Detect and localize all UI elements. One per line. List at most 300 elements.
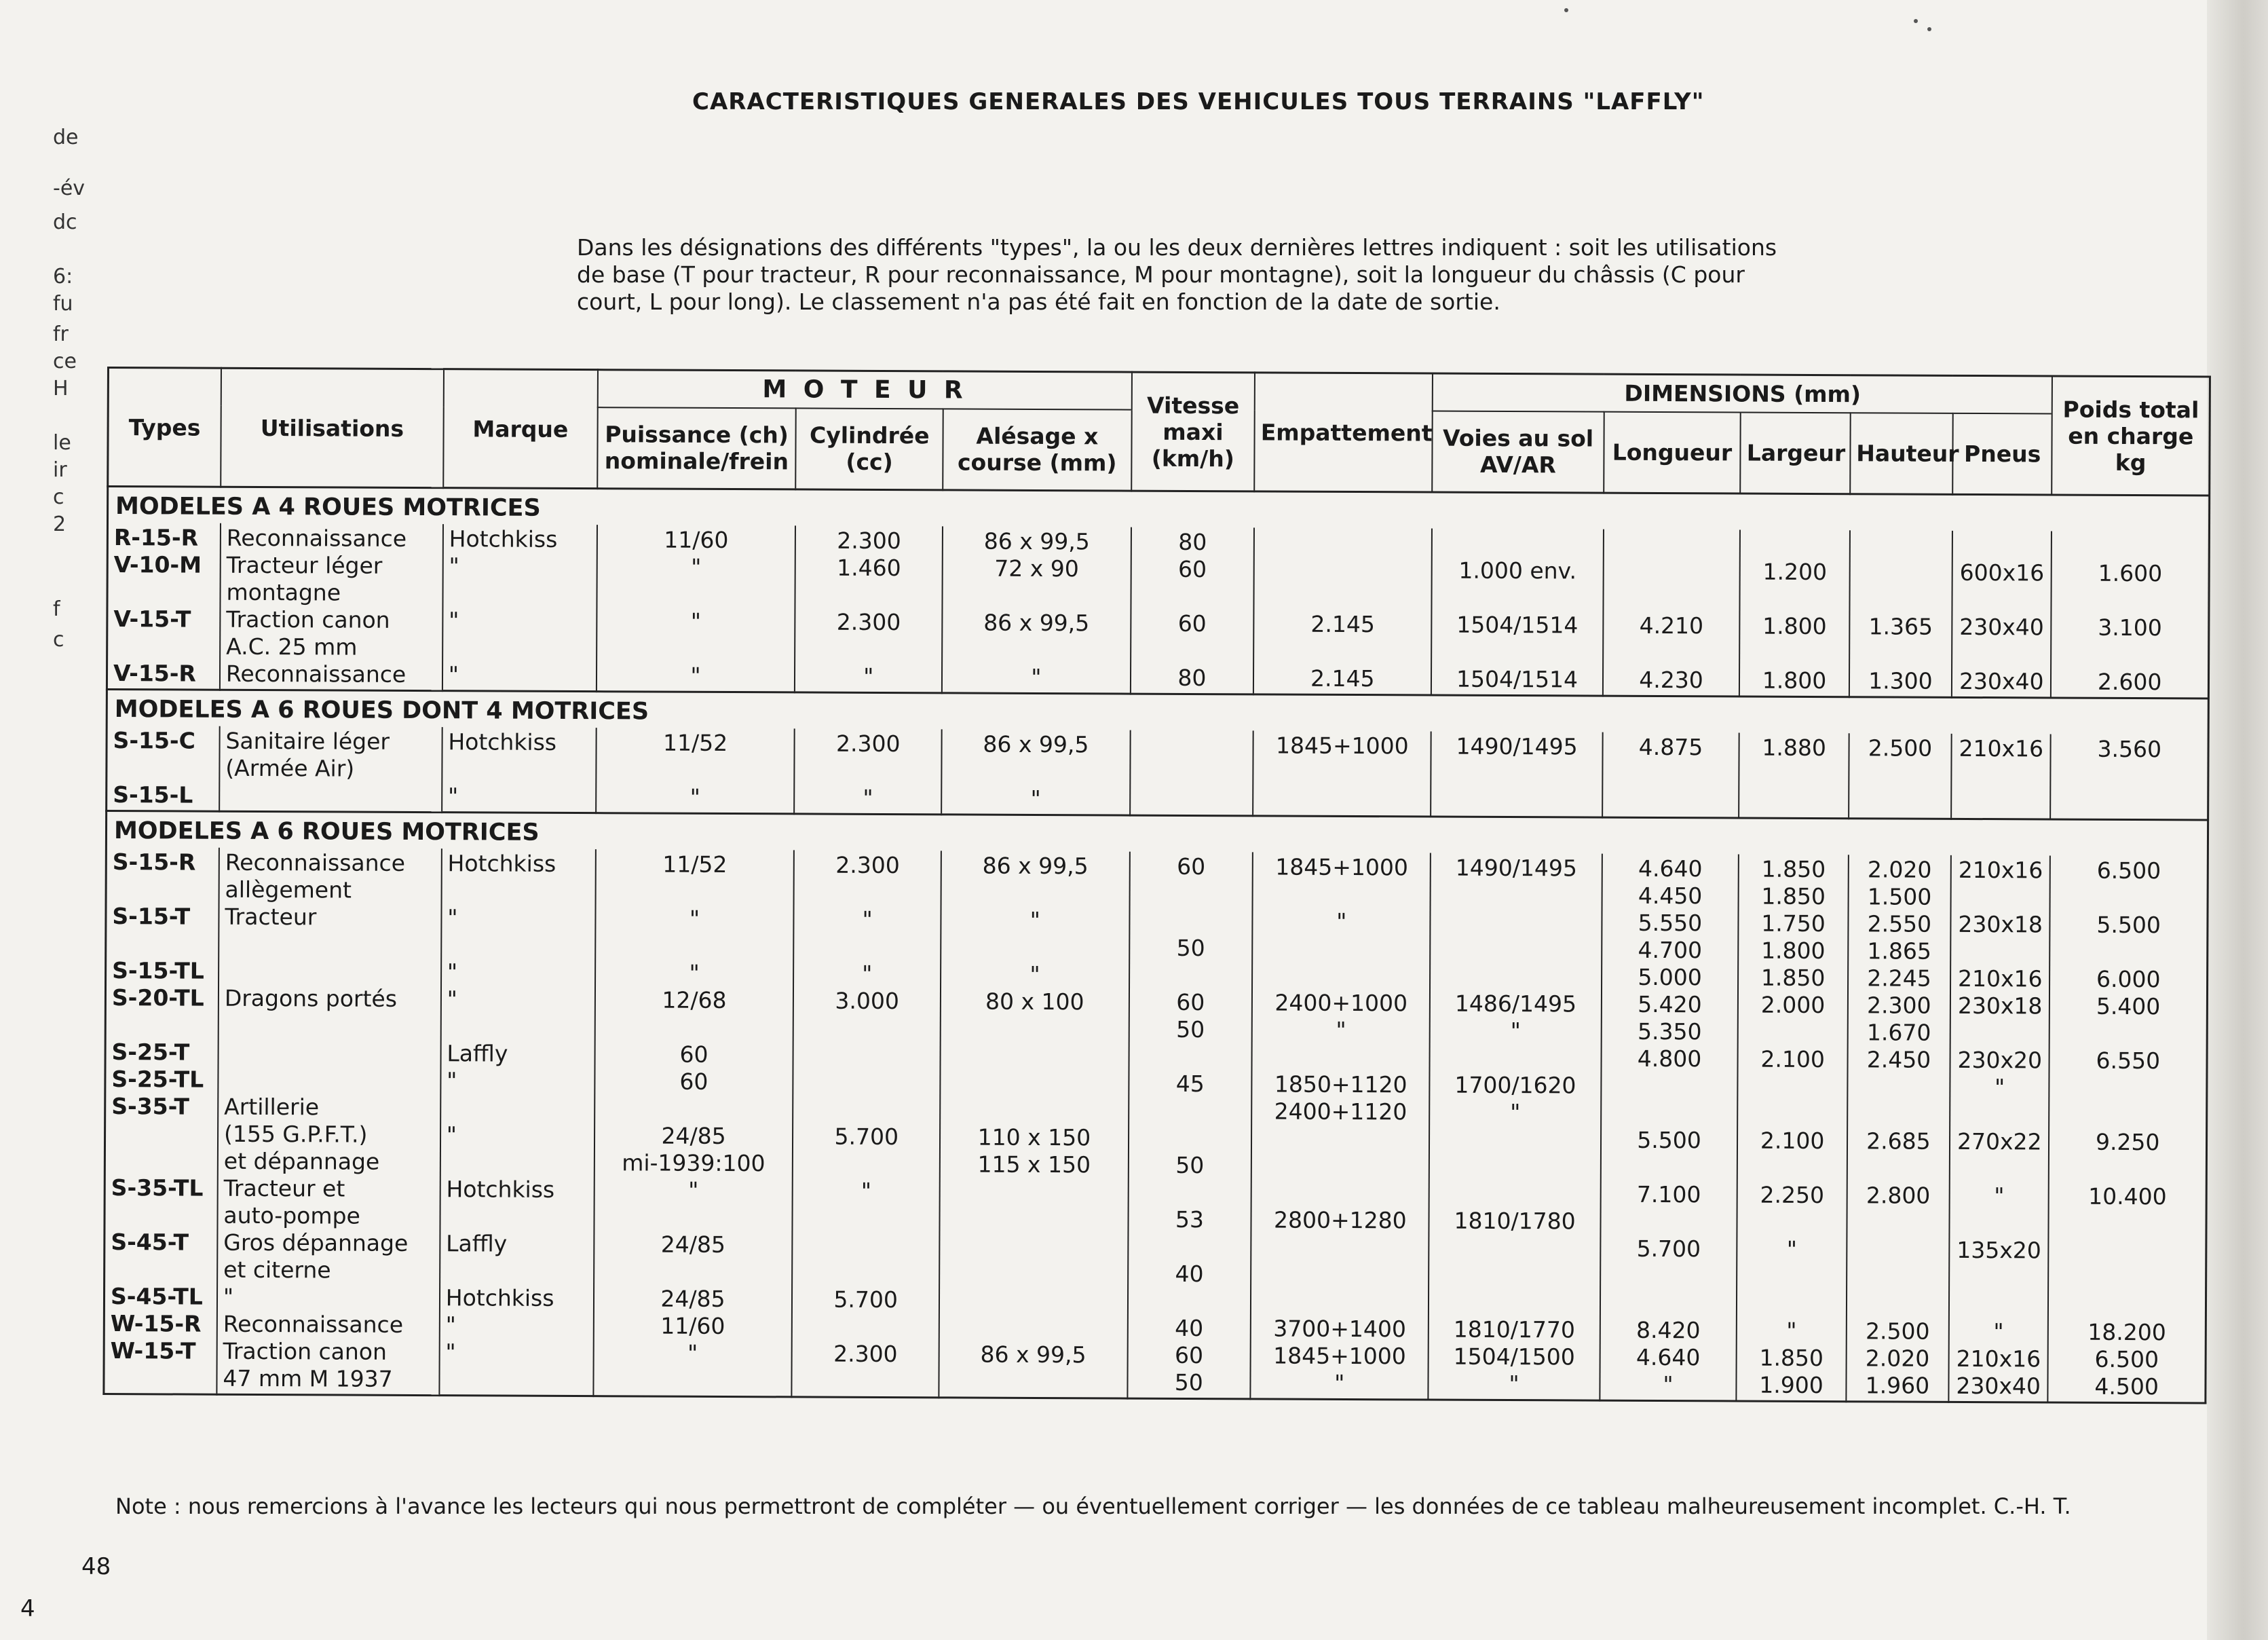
cell-line: 4.450	[1638, 882, 1703, 910]
cell-line: 4.500	[2094, 1373, 2159, 1400]
cell-line: "	[447, 783, 459, 810]
cell-line	[945, 1286, 1122, 1314]
cell-line	[945, 1368, 1122, 1396]
cell-line: 5.420	[1638, 990, 1702, 1018]
cell-line: 24/85	[660, 1285, 725, 1312]
cell-longueur	[1602, 732, 1739, 818]
cell-line: W-15-R	[110, 1310, 202, 1337]
cell-line: "	[449, 553, 459, 580]
header-line: (km/h)	[1151, 445, 1234, 472]
cell-line	[1745, 789, 1843, 817]
cell-line	[1609, 639, 1734, 667]
cell-line	[1437, 760, 1596, 788]
cell-line: S-45-TL	[110, 1283, 203, 1310]
cell-line	[1438, 530, 1597, 558]
cell-line	[945, 1259, 1122, 1287]
cell-line	[1957, 789, 2044, 817]
cell-line: 2.145	[1310, 610, 1375, 638]
cell-line: 2.450	[1866, 1046, 1931, 1073]
cell-line: Hotchkiss	[445, 1284, 554, 1311]
cell-line: S-25-TL	[111, 1066, 204, 1093]
cell-line	[449, 580, 590, 608]
cell-line: 40	[1175, 1314, 1204, 1342]
footnote: Note : nous remercions à l'avance les lecteurs qui nous permettront de compléter — ou éventuellement corriger — les données de ce tableau malheureusement incomplet. C.-H. T.	[115, 1493, 2071, 1519]
header-line: AV/AR	[1479, 451, 1556, 479]
cell-line	[1260, 637, 1425, 665]
cell-line: 1850+1120	[1274, 1070, 1407, 1098]
cell-line	[1437, 909, 1595, 937]
cell-line	[1745, 762, 1843, 789]
cell-marque	[442, 727, 597, 813]
cell-line: 11/60	[664, 526, 729, 553]
cell-line: 1.850	[1761, 855, 1826, 883]
cell-line: et citerne	[223, 1256, 331, 1284]
cell-line	[1955, 1264, 2042, 1292]
cell-line: "	[1663, 1371, 1674, 1398]
facing-page-fragment	[0, 0, 102, 1640]
cell-line: "	[1786, 1317, 1797, 1344]
facing-page-text: de	[53, 126, 79, 149]
cell-line	[113, 876, 213, 903]
cell-line: 2400+1000	[1274, 989, 1408, 1017]
paper-speck	[1914, 19, 1918, 23]
cell-line: 110 x 150	[977, 1123, 1091, 1151]
cell-line: 2.500	[1865, 1318, 1930, 1345]
cell-cylindree	[795, 525, 943, 692]
cell-line	[947, 933, 1123, 961]
cell-line: 3.560	[2097, 735, 2162, 763]
facing-page-text: le	[53, 431, 71, 455]
cell-line: 5.700	[834, 1123, 899, 1151]
cell-line	[601, 878, 788, 906]
cell-line: "	[862, 906, 873, 933]
cell-line	[2055, 1210, 2200, 1238]
cell-line	[447, 1094, 588, 1122]
facing-page-text: H	[53, 377, 69, 400]
cell-cylindree	[794, 728, 941, 814]
facing-page-text: ir	[53, 458, 67, 482]
cell-line: Artillerie	[224, 1093, 320, 1121]
cell-line: 1504/1500	[1453, 1343, 1575, 1371]
cell-line	[2055, 1156, 2200, 1184]
cell-line	[1745, 640, 1843, 668]
cell-line	[447, 877, 589, 905]
cell-line: 3700+1400	[1273, 1315, 1407, 1343]
section-title: MODELES A 6 ROUES DONT 4 MOTRICES	[107, 690, 2208, 735]
cell-line	[1607, 1073, 1732, 1100]
cell-line	[225, 782, 436, 810]
cell-line: Reconnaissance	[225, 660, 407, 688]
cell-line: Reconnaissance	[225, 849, 406, 876]
cell-line	[1957, 1020, 2043, 1047]
cell-line	[1436, 963, 1595, 991]
cell-line: 5.500	[1637, 1126, 1701, 1154]
cell-line: "	[863, 663, 874, 690]
cell-line	[1137, 583, 1248, 611]
cell-line: Hotchkiss	[446, 1176, 555, 1203]
cell-line	[111, 1147, 212, 1175]
cell-line	[2056, 1075, 2201, 1102]
cell-longueur	[1600, 854, 1739, 1401]
cell-line: 45	[1175, 1070, 1205, 1098]
col-header-puissance	[597, 407, 796, 489]
cell-line	[446, 1203, 588, 1231]
cell-line: Reconnaissance	[226, 524, 407, 552]
cell-line	[1136, 732, 1247, 760]
cell-line	[2056, 939, 2201, 967]
cell-line	[1853, 1290, 1943, 1318]
cell-line	[1438, 584, 1597, 612]
cell-line	[1855, 640, 1946, 668]
section-data-row	[107, 726, 2209, 820]
cell-empattement	[1251, 852, 1431, 1400]
cell-line: S-15-T	[112, 903, 191, 930]
cell-line	[1135, 1098, 1246, 1125]
cell-line: 1.850	[1761, 882, 1826, 910]
cell-line: 12/68	[662, 986, 727, 1013]
section-data-row	[104, 847, 2208, 1403]
facing-page-text: 6:	[53, 265, 73, 288]
cell-line: Hotchkiss	[448, 728, 557, 756]
cell-line	[1855, 789, 1945, 817]
cell-line: R-15-R	[113, 524, 199, 551]
cell-line: 270x22	[1957, 1128, 2042, 1155]
cell-line: "	[691, 553, 702, 580]
cell-line	[1438, 639, 1597, 667]
cell-vitesse	[1130, 730, 1253, 816]
cell-line	[1435, 1262, 1594, 1290]
cell-line: "	[690, 608, 702, 635]
cell-line	[799, 1231, 934, 1259]
cell-line	[1260, 529, 1426, 557]
cell-line: 230x20	[1957, 1046, 2043, 1074]
cell-line: 86 x 99,5	[983, 609, 1090, 637]
cell-line: 1.500	[1867, 883, 1932, 910]
cell-line	[947, 1015, 1123, 1043]
cell-line: "	[1786, 1235, 1798, 1263]
cell-line	[798, 1313, 933, 1341]
cell-line: 2.300	[833, 1340, 898, 1368]
cell-line	[2056, 1020, 2201, 1048]
cell-line: "	[1994, 1074, 2005, 1101]
cell-line	[1744, 1019, 1842, 1047]
cell-line	[1853, 1263, 1943, 1291]
cell-line: "	[445, 1339, 456, 1366]
cell-line	[1435, 1180, 1594, 1208]
cell-hauteur	[1849, 733, 1952, 819]
cell-line: 230x40	[1959, 667, 2044, 695]
cell-line: 18.200	[2087, 1318, 2166, 1346]
cell-line: 1.460	[837, 554, 901, 582]
col-header-voies	[1433, 411, 1604, 493]
cell-line: "	[690, 662, 701, 689]
cell-line: 60	[679, 1041, 708, 1068]
cell-line	[224, 1066, 434, 1094]
cell-line: 5.550	[1638, 909, 1703, 937]
cell-line	[1135, 1043, 1246, 1071]
cell-line	[1134, 1288, 1245, 1316]
cell-line: V-15-R	[113, 660, 196, 687]
cell-line	[1607, 1100, 1732, 1128]
cell-line: 115 x 150	[977, 1151, 1091, 1178]
cell-line	[1435, 1153, 1594, 1181]
cell-line	[949, 582, 1125, 610]
cell-line	[1959, 532, 2045, 560]
cell-line: et dépannage	[223, 1147, 380, 1175]
cell-line	[799, 1204, 934, 1232]
cell-line: 1504/1514	[1456, 611, 1579, 639]
cell-line	[1955, 1291, 2042, 1319]
cell-line: mi-1939:100	[622, 1149, 766, 1177]
cell-line	[600, 1258, 787, 1286]
cell-line	[1609, 558, 1734, 586]
cell-line	[1135, 880, 1247, 908]
col-header-pneus: Pneus	[1952, 413, 2052, 495]
cell-line: 1845+1000	[1273, 1342, 1406, 1370]
cell-line: 2.300	[836, 608, 901, 636]
cell-line: Hotchkiss	[447, 850, 556, 877]
cell-line: "	[445, 1311, 456, 1339]
header-line: Alésage	[976, 422, 1076, 450]
cell-line: Hotchkiss	[449, 525, 558, 553]
cell-line: "	[1510, 1018, 1521, 1045]
facing-page-text: fu	[53, 292, 73, 316]
cell-line	[947, 1042, 1123, 1070]
cell-line: 5.700	[833, 1286, 899, 1313]
cell-line: Traction canon	[223, 1337, 388, 1365]
cell-line	[798, 1259, 933, 1286]
cell-line	[1957, 938, 2043, 966]
cell-utilisations	[219, 726, 442, 813]
cell-line: 72 x 90	[994, 555, 1079, 582]
cell-line: 230x40	[1959, 613, 2044, 641]
cell-poids	[2048, 856, 2208, 1404]
cell-line	[1260, 556, 1426, 584]
cell-line: 50	[1176, 1015, 1205, 1043]
cell-line: 3.000	[835, 987, 899, 1015]
facing-page-number: 4	[20, 1595, 35, 1622]
cell-line	[799, 1096, 934, 1123]
cell-line: 50	[1176, 934, 1205, 962]
cell-line: 1.365	[1868, 613, 1933, 640]
cell-line: 1.800	[1762, 667, 1827, 694]
cell-poids	[2051, 734, 2209, 821]
cell-line: "	[1509, 1371, 1519, 1398]
cell-line: "	[447, 958, 458, 986]
cell-line: "	[862, 960, 873, 987]
cell-line	[1743, 1155, 1841, 1182]
cell-line: 10.400	[2088, 1182, 2167, 1210]
cell-line	[111, 1120, 212, 1148]
cell-line	[1258, 1125, 1423, 1153]
cell-line: "	[689, 783, 700, 810]
cell-line: 1.850	[1760, 964, 1826, 992]
facing-page-text: -év	[53, 176, 86, 200]
cell-line: Traction canon	[226, 605, 390, 633]
cell-line: 86 x 99,5	[980, 1341, 1086, 1368]
header-line: Poids total	[2062, 396, 2199, 423]
facing-page-text: dc	[53, 210, 77, 234]
cell-line: 2.685	[1866, 1128, 1931, 1155]
header-line: en charge kg	[2068, 422, 2194, 476]
cell-line	[799, 933, 934, 961]
cell-line: 50	[1174, 1368, 1203, 1396]
cell-line	[1959, 586, 2045, 614]
cell-hauteur	[1846, 855, 1951, 1402]
cell-line: 4.210	[1639, 612, 1704, 639]
header-line: Puissance (ch)	[605, 421, 789, 449]
cell-line	[801, 757, 936, 785]
cell-line	[2057, 763, 2202, 791]
cell-line: 2.020	[1865, 1345, 1930, 1372]
cell-line	[2056, 884, 2201, 912]
cell-alesage	[941, 729, 1130, 815]
cell-line: (Armée Air)	[225, 754, 355, 782]
cell-line: 230x40	[1956, 1372, 2041, 1400]
cell-line	[601, 1013, 787, 1041]
cell-line	[2054, 1292, 2199, 1320]
cell-line: "	[689, 959, 700, 986]
cell-line: 2.550	[1867, 910, 1932, 937]
cell-line	[1608, 761, 1733, 789]
facing-page-text: c	[53, 485, 64, 509]
cell-line: W-15-T	[110, 1337, 196, 1364]
cell-line: 1.850	[1759, 1344, 1824, 1372]
cell-line	[1744, 1073, 1842, 1101]
cell-line: 1845+1000	[1275, 853, 1409, 881]
cell-line: "	[1993, 1318, 2004, 1345]
cell-line	[600, 1204, 787, 1231]
cell-line: 210x16	[1958, 856, 2043, 884]
cell-line: 60	[1177, 610, 1207, 637]
cell-line: 47 mm M 1937	[223, 1364, 393, 1392]
cell-line	[113, 633, 214, 660]
intro-line: court, L pour long). Le classement n'a pas été fait en fonction de la date de sortie.	[577, 288, 1500, 315]
cell-line	[801, 635, 936, 663]
cell-line	[1437, 882, 1595, 910]
cell-line: 5.350	[1637, 1018, 1702, 1045]
cell-line	[948, 636, 1124, 664]
facing-page-text: f	[53, 597, 60, 621]
cell-line: 60	[1176, 988, 1205, 1016]
cell-line: "	[1994, 1182, 2005, 1210]
cell-line: 86 x 99,5	[982, 852, 1089, 880]
cell-line: 2.300	[835, 851, 900, 879]
cell-line: 2.145	[1310, 665, 1375, 692]
cell-line: "	[1029, 961, 1040, 988]
cell-line	[1606, 1208, 1731, 1236]
cell-line: S-20-TL	[111, 984, 204, 1011]
cell-line: "	[1510, 1099, 1521, 1126]
cell-line: 1.800	[1762, 612, 1827, 640]
cell-line	[225, 931, 435, 958]
cell-line	[947, 879, 1124, 907]
cell-line: 230x18	[1958, 910, 2043, 938]
cell-line	[2054, 1265, 2199, 1292]
cell-vitesse	[1127, 852, 1253, 1399]
cell-line: 230x18	[1957, 992, 2043, 1020]
cell-line	[2057, 790, 2202, 818]
cell-line	[112, 1011, 212, 1039]
cell-line: 60	[679, 1068, 708, 1095]
cell-line	[111, 1256, 211, 1284]
cell-line: 2400+1120	[1274, 1098, 1407, 1125]
cell-line	[1957, 762, 2044, 790]
cell-line: "	[447, 904, 458, 931]
cell-line	[1853, 1100, 1944, 1128]
cell-line	[1856, 532, 1946, 559]
cell-line: V-15-T	[113, 605, 191, 633]
cell-line: 210x16	[1959, 734, 2044, 762]
cell-line: Dragons portés	[224, 984, 398, 1012]
cell-line	[1746, 586, 1844, 614]
cell-line: 1.000 env.	[1458, 557, 1577, 584]
cell-line	[1137, 637, 1248, 665]
cell-line: 50	[1175, 1151, 1205, 1179]
cell-line	[946, 1069, 1122, 1097]
page-title: CARACTERISTIQUES GENERALES DES VEHICULES TOUS TERRAINS "LAFFLY"	[692, 88, 1705, 115]
cell-line	[1436, 1045, 1595, 1073]
cell-line: auto-pompe	[223, 1201, 360, 1229]
cell-line: Gros dépannage	[223, 1229, 409, 1256]
cell-line	[1134, 1233, 1245, 1261]
cell-line	[1134, 1179, 1245, 1207]
cell-line: allègement	[225, 876, 352, 903]
header-line: maxi	[1163, 418, 1224, 445]
cell-line	[601, 932, 788, 960]
cell-line: 3.100	[2098, 614, 2162, 641]
cell-line	[1608, 788, 1733, 816]
cell-voies	[1431, 732, 1603, 818]
cell-voies	[1429, 853, 1602, 1401]
cell-line: 60	[1177, 853, 1206, 880]
cell-line	[601, 1095, 787, 1123]
cell-line: S-15-C	[113, 727, 195, 754]
cell-line: 60	[1174, 1341, 1204, 1369]
cell-line	[225, 1012, 435, 1040]
cell-line	[1259, 759, 1424, 787]
cell-alesage	[942, 526, 1131, 694]
cell-line	[449, 634, 590, 662]
cell-line	[1855, 586, 1946, 614]
cell-line: 80	[1178, 528, 1207, 556]
cell-line	[447, 1013, 588, 1041]
cell-line	[1956, 1155, 2043, 1183]
cell-line: 1.670	[1866, 1019, 1931, 1046]
cell-line: 11/52	[662, 729, 728, 756]
cell-line: S-15-TL	[112, 957, 204, 984]
col-header-dimensions: DIMENSIONS (mm)	[1433, 373, 2052, 413]
cell-line: Sanitaire léger	[225, 727, 390, 755]
col-header-empattement: Empattement	[1254, 373, 1433, 492]
page-gutter-shadow	[2207, 0, 2268, 1640]
cell-line: 6.550	[2096, 1047, 2161, 1075]
header-line: Voies au sol	[1442, 424, 1594, 452]
cell-line: "	[1031, 663, 1042, 691]
cell-line	[2055, 1237, 2200, 1265]
cell-line: 210x16	[1956, 1345, 2041, 1373]
cell-line: 4.800	[1637, 1045, 1702, 1073]
cell-line: Tracteur léger	[226, 551, 383, 579]
cell-line	[947, 758, 1124, 785]
cell-line: 2.020	[1867, 856, 1932, 883]
intro-line: Dans les désignations des différents "types", la ou les deux dernières lettres indiquent : soit les utilisations	[577, 234, 1777, 261]
cell-line: 1810/1770	[1453, 1316, 1576, 1343]
cell-line	[1746, 532, 1844, 559]
cell-largeur	[1739, 732, 1849, 818]
cell-line	[1258, 1043, 1424, 1071]
intro-paragraph	[577, 234, 1785, 316]
